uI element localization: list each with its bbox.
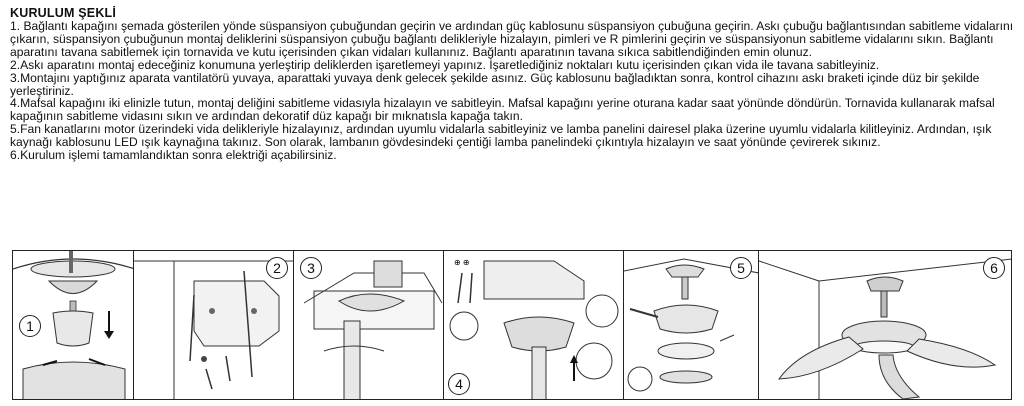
- figure-number-badge: 1: [19, 315, 41, 337]
- step-6: 6.Kurulum işlemi tamamlandıktan sonra elektriği açabilirsiniz.: [10, 148, 337, 163]
- figure-number-badge: 2: [266, 257, 288, 279]
- steps-list: [10, 20, 1014, 162]
- step-3: 3.Montajını yaptığınız aparata vantilatörü yuvaya, aparattaki yuvaya denk gelecek şekilde asınız. Güç kablosunu bağladıktan sonra, kontrol cihazını askı braketi içinde düz bir şekilde yerleştiriniz.: [10, 70, 980, 98]
- step-2: 2.Askı aparatını montaj edeceğiniz konumuna yerleştirip deliklerden işaretlemeyi yapınız. İşaretlediğiniz noktaları kutu içerisinden çıkan vida ile tavana sabitleyiniz.: [10, 57, 880, 72]
- screw-symbol-text: ⊕ ⊕: [454, 258, 470, 267]
- step-5: 5.Fan kanatlarını motor üzerindeki vida delikleriyle hizalayınız, ardından uyumlu vidalarla sabitleyiniz ve lamba panelini dairesel plaka üzerine uyumlu vidalarla kilitleyiniz. Ardından, ışık kaynağı kablosunu LED ışık kaynağına takınız. Son olarak, lambanın gövdesindeki çentiği lamba panelindeki çıkıntıyla hizalayın ve saat yönünde çevirerek sıkınız.: [10, 122, 992, 150]
- figure-panel-3: [294, 250, 444, 400]
- installation-figures: [12, 250, 1012, 402]
- figure-panel-2: [134, 250, 294, 400]
- installation-heading: KURULUM ŞEKLİ: [10, 6, 117, 20]
- step-1: 1. Bağlantı kapağını şemada gösterilen yönde süspansiyon çubuğundan geçirin ve ardından güç kablosunu süspansiyon çubuğuna geçirin. Askı çubuğu bağlantısından sabitleme vidalarını çıkarın, süspansiyon çubuğunun montaj deliklerini süspansiyon çubuğu bağlantı delikleriyle hizalayın, pimleri ve R pimlerini geçirin ve süspansiyonun sabitleme vidalarını sıkın. Bağlantı aparatını tavana sabitlemek için tornavida ve kutu içerisinden çıkan vidaları kullanınız. Bağlantı aparatının tavana sıkıca sabitlendiğinden emin olunuz.: [10, 19, 1014, 59]
- figure-number-badge: 6: [983, 257, 1005, 279]
- figure-panel-4: [444, 250, 624, 400]
- figure-panel-5: [624, 250, 759, 400]
- installed-fan-illustration: [759, 251, 1012, 400]
- instructions-block: [10, 6, 1014, 162]
- figure-number-badge: 5: [730, 257, 752, 279]
- canopy-cover-illustration: [444, 251, 624, 400]
- figure-number-badge: 3: [300, 257, 322, 279]
- figure-number-badge: 4: [448, 373, 470, 395]
- figure-panel-6: [759, 250, 1012, 400]
- figure-panel-1: [12, 250, 134, 400]
- step-4: 4.Mafsal kapağını iki elinizle tutun, montaj deliğini sabitleme vidasıyla hizalayın ve sabitleyin. Mafsal kapağını yerine oturana kadar saat yönünde döndürün. Tornavida kullanarak mafsal kapağının sabitleme vidasını sıkın ve ardından dekoratif düz kapağı bir mıknatısla kapağa takın.: [10, 96, 995, 124]
